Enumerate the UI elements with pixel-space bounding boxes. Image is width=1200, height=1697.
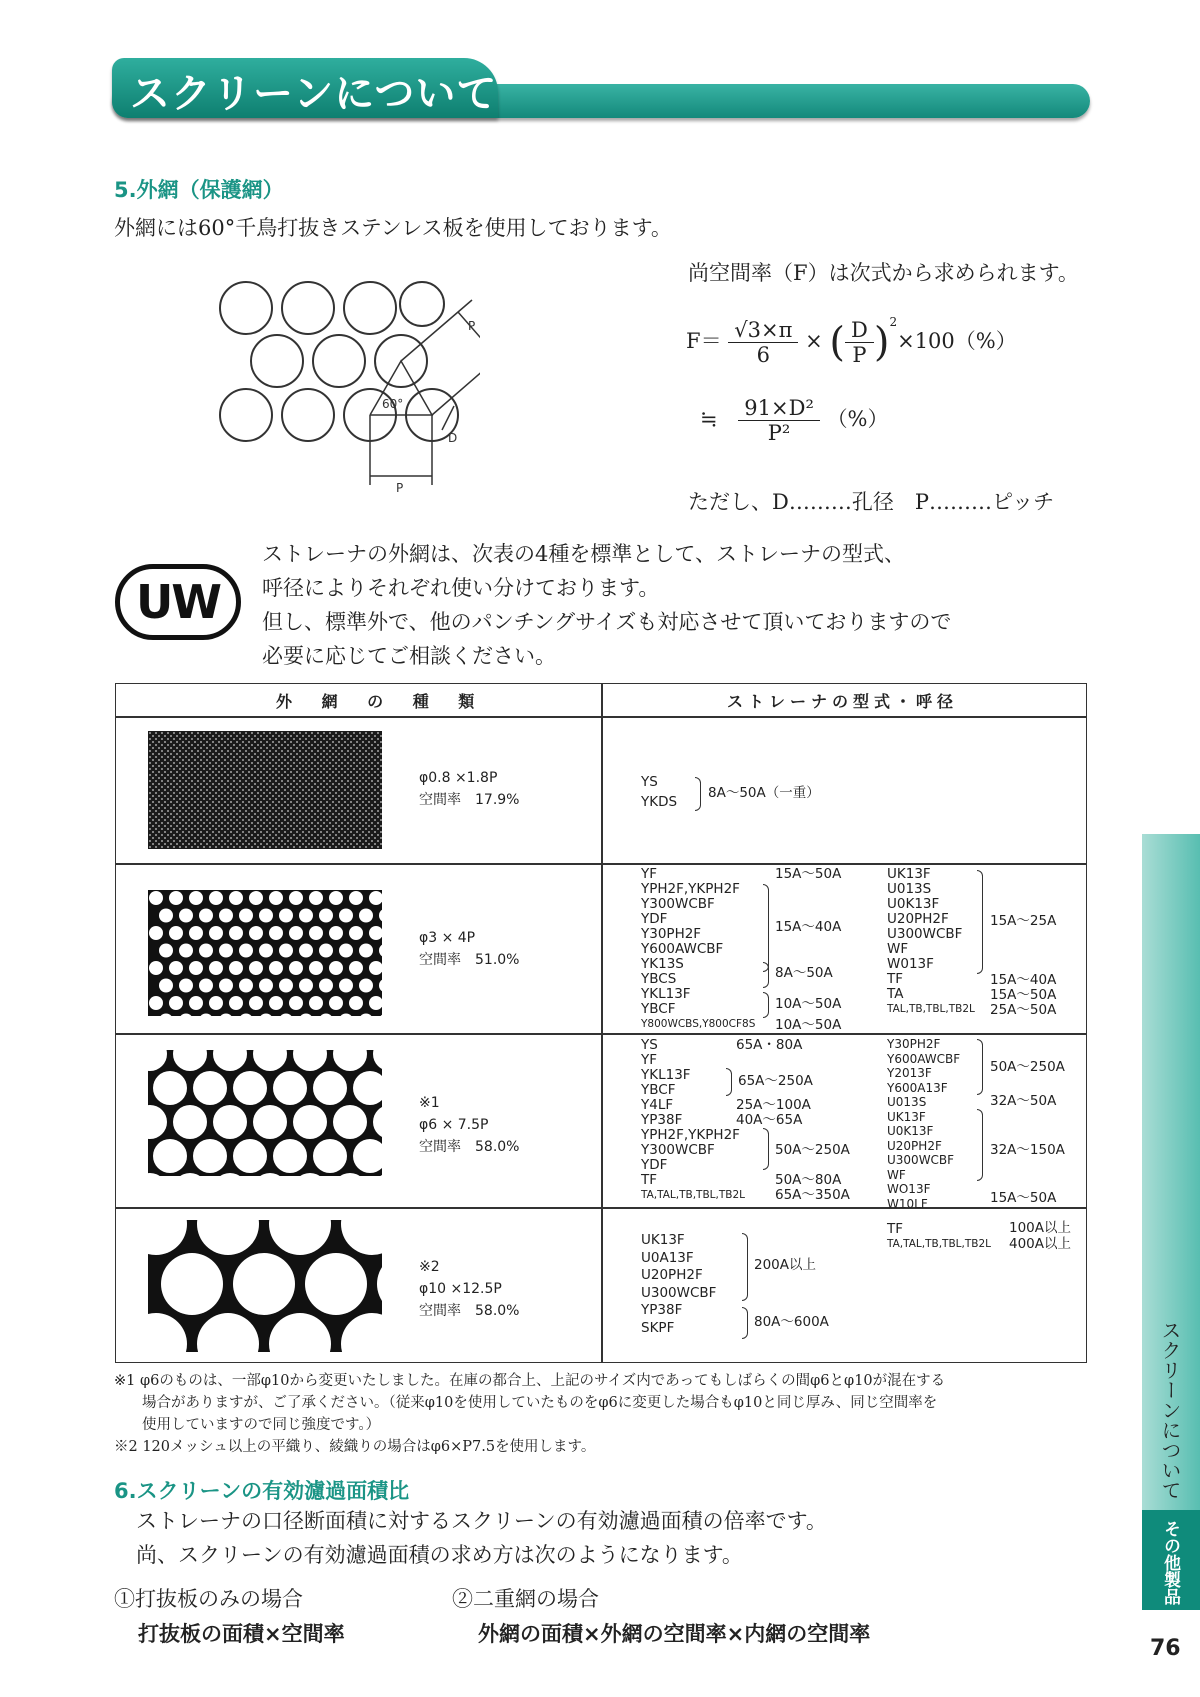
- side-tab-screen[interactable]: [1142, 834, 1200, 1510]
- hole: [313, 1071, 347, 1105]
- model-list-a: [641, 1232, 716, 1337]
- hole: [329, 891, 343, 905]
- hole: [309, 996, 323, 1010]
- note-line: ※1 φ6のものは、一部φ10から変更いたしました。在庫の都合上、上記のサイズ内であってもしばらくの間φ6とφ10が混在する: [114, 1373, 946, 1389]
- hole: [309, 961, 323, 975]
- model-name: SKPF: [641, 1319, 675, 1336]
- model-list-a: [641, 867, 755, 1032]
- size-range: 65A〜350A: [775, 1187, 850, 1203]
- hole: [239, 979, 253, 993]
- hole: [333, 1105, 367, 1139]
- side-tab-other-products[interactable]: [1142, 1510, 1200, 1610]
- hole: [209, 996, 223, 1010]
- model-name: U20PH2F: [887, 911, 949, 927]
- section5-paragraph: [262, 537, 951, 673]
- hole: [179, 979, 193, 993]
- table-divider: [116, 716, 1086, 718]
- spec-line: φ3 × 4P: [419, 930, 476, 946]
- formula-intro: 尚空間率（F）は次式から求められます。: [688, 261, 1079, 285]
- model-name: U013S: [887, 881, 932, 897]
- formula-legend: ただし、D………孔径 P………ピッチ: [688, 490, 1055, 514]
- table-notes: [114, 1370, 945, 1458]
- model-name: WO13F: [887, 1182, 931, 1196]
- hole: [359, 979, 373, 993]
- table-divider-vertical: [601, 684, 603, 1362]
- model-name: YPH2F,YKPH2F: [641, 881, 740, 897]
- size-range: 15A〜40A: [775, 919, 842, 935]
- fraction-numerator-91d2: 91×D²: [738, 396, 820, 421]
- hole: [189, 926, 203, 940]
- section6-line: 尚、スクリーンの有効濾過面積の求め方は次のようになります。: [136, 1543, 743, 1567]
- model-name: TF: [641, 1172, 658, 1188]
- model-name: YKDS: [641, 794, 678, 810]
- model-name: TF: [887, 971, 904, 987]
- hole: [269, 926, 283, 940]
- uw-logo: [115, 564, 241, 640]
- hole: [289, 891, 303, 905]
- model-name: YKL13F: [641, 986, 691, 1002]
- brace: [763, 1128, 769, 1170]
- note-line: 場合がありますが、ご了承ください。（従来φ10を使用していたものをφ6に変更した場合もφ10と同じ厚み、同じ空間率を: [142, 1395, 938, 1411]
- size-range: 65A・80A: [736, 1037, 803, 1053]
- spec-line: 空間率 58.0%: [419, 1139, 520, 1155]
- hole: [329, 926, 343, 940]
- size-range: 40A〜65A: [736, 1112, 803, 1128]
- spec-row4: [419, 1256, 519, 1322]
- hole: [179, 944, 193, 958]
- hole: [159, 979, 173, 993]
- exponent: 2: [889, 315, 898, 329]
- hole: [305, 1253, 367, 1315]
- fraction-d-p: [845, 318, 874, 367]
- fraction-91d2-p2: [738, 396, 820, 445]
- times-sign: ×: [805, 329, 823, 353]
- size-range: 10A〜50A: [775, 996, 842, 1012]
- model-name: UK13F: [641, 1232, 685, 1248]
- hole: [239, 909, 253, 923]
- hole: [193, 1071, 227, 1105]
- hole: [149, 996, 163, 1010]
- size-range: 15A〜40A: [990, 972, 1057, 988]
- spec-row2: [419, 927, 519, 971]
- section5-heading: 5.外網（保護網）: [114, 178, 284, 202]
- punched-sheet-10: [148, 1220, 382, 1352]
- formula-lhs: F＝: [686, 329, 722, 353]
- model-name: YPH2F,YKPH2F: [641, 1127, 740, 1143]
- size-range: 15A〜50A: [775, 866, 842, 882]
- size-range: 25A〜50A: [990, 1002, 1057, 1018]
- hole: [189, 891, 203, 905]
- approx-sign: ≒: [700, 407, 718, 431]
- hole: [273, 1071, 307, 1105]
- model-name: TA,TAL,TB,TBL,TB2L: [887, 1238, 991, 1250]
- model-name: U0A13F: [641, 1249, 694, 1266]
- page-number: 76: [1150, 1636, 1181, 1661]
- hole: [173, 1105, 207, 1139]
- model-name: U300WCBF: [641, 1284, 717, 1301]
- fraction-numerator-d: D: [845, 318, 874, 343]
- size-range: 50A〜250A: [990, 1059, 1065, 1075]
- hole: [153, 1071, 187, 1105]
- model-name: U20PH2F: [887, 1138, 942, 1153]
- size-range: 32A〜50A: [990, 1093, 1057, 1109]
- size-range: 8A〜50A: [775, 965, 833, 981]
- hole: [309, 891, 323, 905]
- model-name: WF: [887, 1167, 906, 1182]
- model-name: U300WCBF: [887, 926, 963, 942]
- model-name: U20PH2F: [641, 1267, 703, 1283]
- hole: [269, 961, 283, 975]
- case2-title: ②二重網の場合: [452, 1587, 599, 1611]
- size-range: 25A〜100A: [736, 1097, 811, 1113]
- size-range: 10A〜50A: [775, 1017, 842, 1033]
- paragraph-line: 必要に応じてご相談ください。: [262, 644, 556, 668]
- hole: [213, 1105, 247, 1139]
- punched-sheet-0.8: [148, 731, 382, 849]
- size-range: 15A〜25A: [990, 913, 1057, 929]
- size-range: 8A〜50A（一重）: [708, 785, 820, 801]
- formula-line2: [700, 396, 889, 445]
- brace: [695, 777, 701, 811]
- hole: [269, 891, 283, 905]
- model-name: YP38F: [641, 1112, 683, 1128]
- fraction-numerator: √3×π: [728, 318, 798, 343]
- model-name: U0K13F: [887, 896, 940, 912]
- spec-row1: [419, 767, 519, 811]
- hole: [309, 926, 323, 940]
- punched-sheet-3: [148, 890, 382, 1016]
- model-name: W013F: [887, 956, 934, 972]
- model-name: U0K13F: [887, 1124, 934, 1138]
- hole-pattern-diagram: [210, 270, 480, 510]
- hole: [349, 961, 363, 975]
- hole: [233, 1071, 267, 1105]
- hole: [169, 891, 183, 905]
- hole: [159, 909, 173, 923]
- hole: [199, 979, 213, 993]
- hole: [189, 996, 203, 1010]
- hole: [153, 1139, 187, 1173]
- model-name: YKL13F: [641, 1067, 691, 1083]
- hole: [209, 891, 223, 905]
- model-name: YF: [641, 866, 658, 882]
- hole: [233, 1139, 267, 1173]
- formula-line1: [686, 315, 1017, 367]
- hole: [319, 909, 333, 923]
- hole: [253, 1105, 287, 1139]
- pitch-label-diagonal: P: [468, 319, 476, 333]
- model-list-b: [887, 1037, 960, 1211]
- hole: [279, 909, 293, 923]
- table-divider: [116, 1033, 1086, 1035]
- hole: [249, 891, 263, 905]
- section5-intro: 外網には60°千鳥打抜きステンレス板を使用しております。: [114, 216, 672, 240]
- hole: [189, 961, 203, 975]
- formula-unit: （%）: [826, 407, 889, 431]
- model-list: [641, 775, 677, 810]
- size-range: 80A〜600A: [754, 1314, 829, 1330]
- spec-line: 空間率 17.9%: [419, 792, 520, 808]
- right-paren: ): [873, 319, 890, 366]
- hole: [349, 926, 363, 940]
- hole: [279, 944, 293, 958]
- section6-line: ストレーナの口径断面積に対するスクリーンの有効濾過面積の倍率です。: [136, 1509, 827, 1533]
- model-name: UK13F: [887, 866, 931, 882]
- section6-heading: 6.スクリーンの有効濾過面積比: [114, 1479, 410, 1503]
- hole: [359, 944, 373, 958]
- hole: [329, 961, 343, 975]
- note-line: 使用していますので同じ強度です。）: [142, 1417, 381, 1433]
- hole: [299, 944, 313, 958]
- model-name: Y30PH2F: [641, 926, 702, 942]
- hole: [249, 961, 263, 975]
- hole: [209, 926, 223, 940]
- case2-formula: 外網の面積×外網の空間率×内網の空間率: [478, 1622, 871, 1646]
- table-divider: [116, 863, 1086, 865]
- hole: [249, 996, 263, 1010]
- model-name: Y300WCBF: [641, 896, 715, 912]
- fraction-denominator: 6: [756, 343, 771, 367]
- spec-line: φ10 ×12.5P: [419, 1281, 502, 1297]
- hole: [273, 1139, 307, 1173]
- punched-sheet-6: [148, 1050, 382, 1176]
- spec-line: 空間率 58.0%: [419, 1303, 520, 1319]
- model-name: UK13F: [887, 1109, 926, 1124]
- hole: [319, 944, 333, 958]
- model-name: Y2013F: [887, 1066, 932, 1080]
- hole: [319, 979, 333, 993]
- size-range: 15A〜50A: [990, 987, 1057, 1003]
- side-tab-label: その他製品: [1160, 1520, 1180, 1605]
- spec-row3: [419, 1092, 519, 1158]
- hole: [219, 979, 233, 993]
- hole: [219, 944, 233, 958]
- hole: [229, 961, 243, 975]
- model-name: YDF: [641, 911, 668, 927]
- fraction-denominator-p2: P²: [767, 421, 791, 445]
- model-name: TA,TAL,TB,TBL,TB2L: [641, 1189, 745, 1201]
- hole: [259, 979, 273, 993]
- spec-line: ※1: [419, 1095, 440, 1111]
- hole: [229, 996, 243, 1010]
- paragraph-line: 呼径によりそれぞれ使い分けております。: [262, 576, 660, 600]
- model-name: YF: [641, 1052, 658, 1068]
- model-name: Y30PH2F: [887, 1037, 941, 1051]
- hole: [149, 926, 163, 940]
- model-name: Y300WCBF: [641, 1142, 715, 1158]
- hole: [179, 909, 193, 923]
- model-list-b: [887, 867, 975, 1017]
- brace: [977, 1109, 983, 1181]
- model-name: YBCS: [641, 971, 677, 987]
- brace: [763, 962, 769, 988]
- hole: [159, 944, 173, 958]
- model-name: U013S: [887, 1095, 927, 1109]
- fraction-denominator-p: P: [852, 343, 867, 367]
- hole: [299, 979, 313, 993]
- spec-line: φ6 × 7.5P: [419, 1117, 489, 1133]
- brace: [742, 1307, 748, 1339]
- hole: [239, 944, 253, 958]
- hole: [169, 996, 183, 1010]
- hole: [289, 961, 303, 975]
- hole: [169, 961, 183, 975]
- hole: [199, 944, 213, 958]
- model-name: YP38F: [641, 1302, 683, 1318]
- hole: [149, 891, 163, 905]
- hole: [229, 891, 243, 905]
- side-tab-label: スクリーンについて: [1158, 1320, 1182, 1500]
- hole: [329, 996, 343, 1010]
- size-range: 400A以上: [1009, 1236, 1072, 1252]
- hole: [339, 909, 353, 923]
- model-name: Y600AWCBF: [887, 1051, 961, 1066]
- screen-table: [115, 683, 1087, 1363]
- brace: [726, 1068, 732, 1096]
- uw-logo-text: UW: [135, 575, 221, 629]
- left-paren: (: [829, 319, 845, 366]
- model-name: YK13S: [641, 956, 684, 972]
- hole: [339, 944, 353, 958]
- model-name: YDF: [641, 1157, 668, 1173]
- model-name: Y4LF: [641, 1097, 674, 1113]
- section6-text: [136, 1504, 827, 1572]
- model-name: Y600AWCBF: [641, 941, 724, 957]
- hole: [279, 979, 293, 993]
- spec-line: 空間率 51.0%: [419, 952, 520, 968]
- fraction-sqrt3-pi: [728, 318, 798, 367]
- paragraph-line: 但し、標準外で、他のパンチングサイズも対応させて頂いておりますので: [262, 610, 952, 634]
- hole: [219, 909, 233, 923]
- model-list-a: [641, 1038, 745, 1203]
- hole: [259, 909, 273, 923]
- hole: [169, 926, 183, 940]
- model-name: YS: [641, 1037, 658, 1053]
- hole: [299, 909, 313, 923]
- note-line: ※2 120メッシュ以上の平織り、綾織りの場合はφ6×P7.5を使用します。: [114, 1439, 596, 1455]
- model-name: Y800WCBS,Y800CF8S: [641, 1018, 756, 1030]
- brace: [763, 992, 769, 1018]
- table-header-left: 外 網 の 種 類: [276, 692, 487, 711]
- model-list-b: [887, 1222, 991, 1252]
- brace: [763, 884, 769, 972]
- hole: [293, 1105, 327, 1139]
- hole: [199, 909, 213, 923]
- hole: [209, 961, 223, 975]
- model-name: TAL,TB,TBL,TB2L: [887, 1003, 975, 1015]
- size-range: 65A〜250A: [738, 1073, 813, 1089]
- brace: [977, 1039, 983, 1095]
- model-name: YBCF: [641, 1082, 676, 1098]
- hole: [269, 996, 283, 1010]
- hole: [349, 996, 363, 1010]
- brace: [977, 870, 983, 974]
- page-title: スクリーンについて: [130, 71, 498, 117]
- hole: [289, 996, 303, 1010]
- formula-tail: ×100（%）: [897, 329, 1017, 353]
- paragraph-line: ストレーナの外網は、次表の4種を標準として、ストレーナの型式、: [262, 542, 905, 566]
- model-name: YS: [641, 774, 658, 790]
- hole: [349, 891, 363, 905]
- diameter-label: D: [448, 431, 458, 445]
- model-name: TF: [887, 1221, 904, 1237]
- hole: [339, 979, 353, 993]
- hole: [161, 1253, 223, 1315]
- size-range: 15A〜50A: [990, 1190, 1057, 1206]
- model-name: W10LF: [887, 1196, 928, 1211]
- hole: [289, 926, 303, 940]
- model-name: TA: [887, 986, 904, 1002]
- hole: [233, 1253, 295, 1315]
- model-name: YBCF: [641, 1001, 676, 1017]
- pitch-label: P: [396, 481, 404, 495]
- size-range: 50A〜250A: [775, 1142, 850, 1158]
- hole: [359, 909, 373, 923]
- hole: [149, 961, 163, 975]
- model-name: U300WCBF: [887, 1153, 955, 1167]
- case1-formula: 打抜板の面積×空間率: [138, 1622, 345, 1646]
- size-range: 100A以上: [1009, 1220, 1072, 1236]
- spec-line: φ0.8 ×1.8P: [419, 770, 498, 786]
- model-name: WF: [887, 941, 909, 957]
- brace: [742, 1233, 748, 1301]
- angle-label: 60°: [382, 397, 404, 411]
- model-name: Y600A13F: [887, 1080, 948, 1095]
- spec-line: ※2: [419, 1259, 440, 1275]
- case1-title: ①打抜板のみの場合: [114, 1587, 303, 1611]
- hole: [259, 944, 273, 958]
- hole: [249, 926, 263, 940]
- size-range: 32A〜150A: [990, 1142, 1065, 1158]
- hole: [193, 1139, 227, 1173]
- size-range: 50A〜80A: [775, 1172, 842, 1188]
- size-range: 200A以上: [754, 1257, 817, 1273]
- table-header-right: ストレーナの型式・呼径: [727, 692, 959, 711]
- hole: [313, 1139, 347, 1173]
- hole: [229, 926, 243, 940]
